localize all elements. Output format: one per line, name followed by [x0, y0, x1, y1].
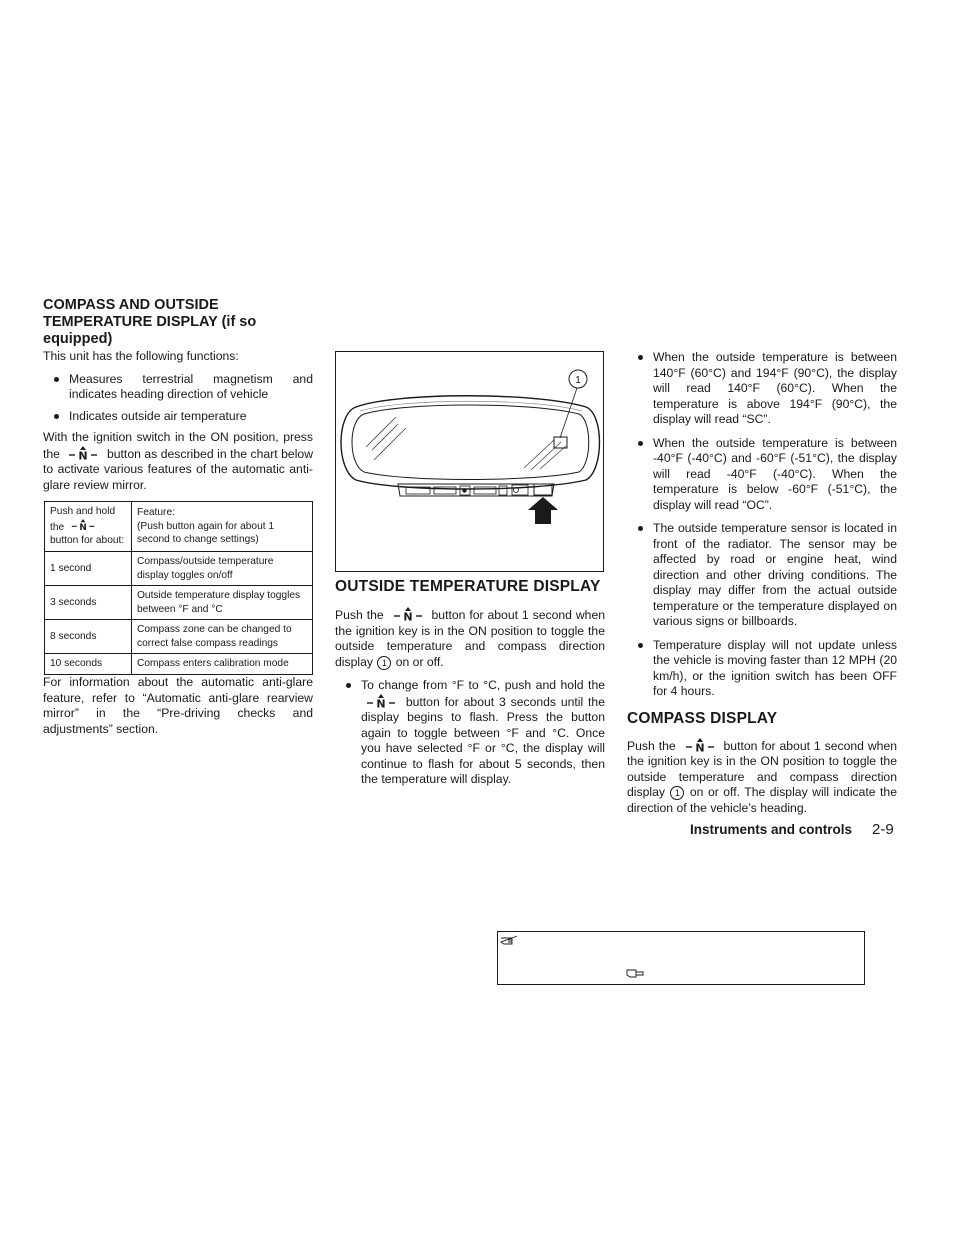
feature-cell: Compass/outside temperature display toggles on/off: [132, 552, 313, 586]
para-text: on or off.: [395, 654, 444, 669]
table-row: [45, 654, 313, 675]
duration-cell: 1 second: [45, 552, 132, 586]
table-row: [45, 586, 313, 620]
section-title: COMPASS AND OUTSIDE TEMPERATURE DISPLAY (if so equipped): [43, 297, 257, 347]
table-row: [45, 620, 313, 654]
compass-display-paragraph: [627, 738, 897, 817]
rearview-mirror-illustration: [336, 352, 603, 571]
bullet-item: Indicates outside air temperature: [43, 409, 313, 425]
figure-callout-number: 1: [575, 375, 581, 386]
mirror-figure: [335, 351, 604, 572]
ignition-paragraph: [43, 430, 313, 493]
reference-box: [497, 931, 865, 985]
duration-cell: 8 seconds: [45, 620, 132, 654]
outside-temperature-paragraph: [335, 607, 605, 670]
right-column: [627, 350, 897, 816]
bullet-item: [335, 678, 605, 788]
feature-cell: Outside temperature display toggles between °F and °C: [132, 586, 313, 620]
header-text: (Push button again for about 1 second to change settings): [137, 520, 275, 546]
table-header-cell: [45, 502, 132, 552]
para-text: To change from °F to °C, push and hold the: [361, 678, 605, 692]
header-text: Feature:: [137, 507, 175, 519]
pointing-hand-icon: [626, 967, 646, 979]
bullet-item: Measures terrestrial magnetism and indicates heading direction of vehicle: [43, 372, 313, 403]
outside-temperature-heading: OUTSIDE TEMPERATURE DISPLAY: [335, 578, 601, 595]
duration-cell: 3 seconds: [45, 586, 132, 620]
middle-column: [335, 578, 605, 788]
feature-table: [44, 501, 313, 675]
feature-cell: Compass zone can be changed to correct false compass readings: [132, 620, 313, 654]
para-text: on or off. The display will indicate the direction of the vehicle’s heading.: [627, 785, 897, 815]
compass-button-icon: [361, 694, 401, 710]
bullet-item: The outside temperature sensor is located in front of the radiator. The sensor may be affected by road or engine heat, wind direction and other driving conditions. The display may differ from the actual outside temperature or the temperature displayed on various signs or billboards.: [627, 521, 897, 630]
callout-number-icon: 1: [377, 656, 391, 670]
info-paragraph: For information about the automatic anti-glare feature, refer to “Automatic anti-glare rearview mirror” in the “Pre-driving checks and adjustments” section.: [43, 675, 313, 736]
para-text: With the ignition switch in the ON position, press the: [43, 430, 313, 461]
header-text: Push and hold the: [50, 506, 116, 533]
table-row: [45, 552, 313, 586]
compass-button-icon: [388, 607, 428, 623]
table-header-cell: [132, 502, 313, 552]
para-text: button for about 1 second when the ignition key is in the ON position to toggle the outside temperature and compass direction display: [627, 738, 898, 799]
left-column: [43, 349, 313, 493]
intro-text: This unit has the following functions:: [43, 349, 239, 363]
compass-button-icon: [67, 519, 99, 532]
bullet-item: Temperature display will not update unless the vehicle is moving faster than 12 MPH (20 km/h), or the ignition switch has been OFF for 4 hours.: [627, 638, 897, 700]
compass-button-icon: [680, 738, 720, 754]
para-text: button for about 3 seconds until the display begins to flash. Press the button again to toggle between °F and °C. Once you have selected °F or °C, the display will continue to flash for about 5 seconds, then the temperature will display.: [361, 694, 605, 786]
para-text: Push the: [627, 738, 676, 753]
para-text: Push the: [335, 608, 384, 622]
compass-display-heading: COMPASS DISPLAY: [627, 709, 778, 727]
header-text: button for about:: [50, 535, 125, 547]
footer-section-label: Instruments and controls: [690, 822, 853, 837]
compass-button-icon: [63, 446, 103, 462]
bullet-item: When the outside temperature is between 140°F (60°C) and 194°F (90°C), the display will read 140°F (60°C). When the temperature is above 194°F (90°C), the display will read “SC”.: [627, 350, 897, 428]
footer-page-number: 2-9: [872, 821, 894, 838]
pointing-hand-icon: [500, 934, 520, 946]
para-text: button for about 1 second when the ignition key is in the ON position to toggle the outside temperature and compass direction display: [335, 608, 606, 669]
feature-cell: Compass enters calibration mode: [132, 654, 313, 675]
duration-cell: 10 seconds: [45, 654, 132, 675]
para-text: button as described in the chart below to activate various features of the automatic anti-glare review mirror.: [43, 446, 313, 492]
left-column-bottom: [43, 675, 313, 737]
table-header-row: [45, 502, 313, 552]
callout-number-icon: 1: [670, 786, 684, 800]
bullet-item: When the outside temperature is between -40°F (-40°C) and -60°F (-51°C), the display will read -40°F (-40°C). When the temperature is below -60°F (-51°C), the display will read “OC”.: [627, 436, 897, 514]
